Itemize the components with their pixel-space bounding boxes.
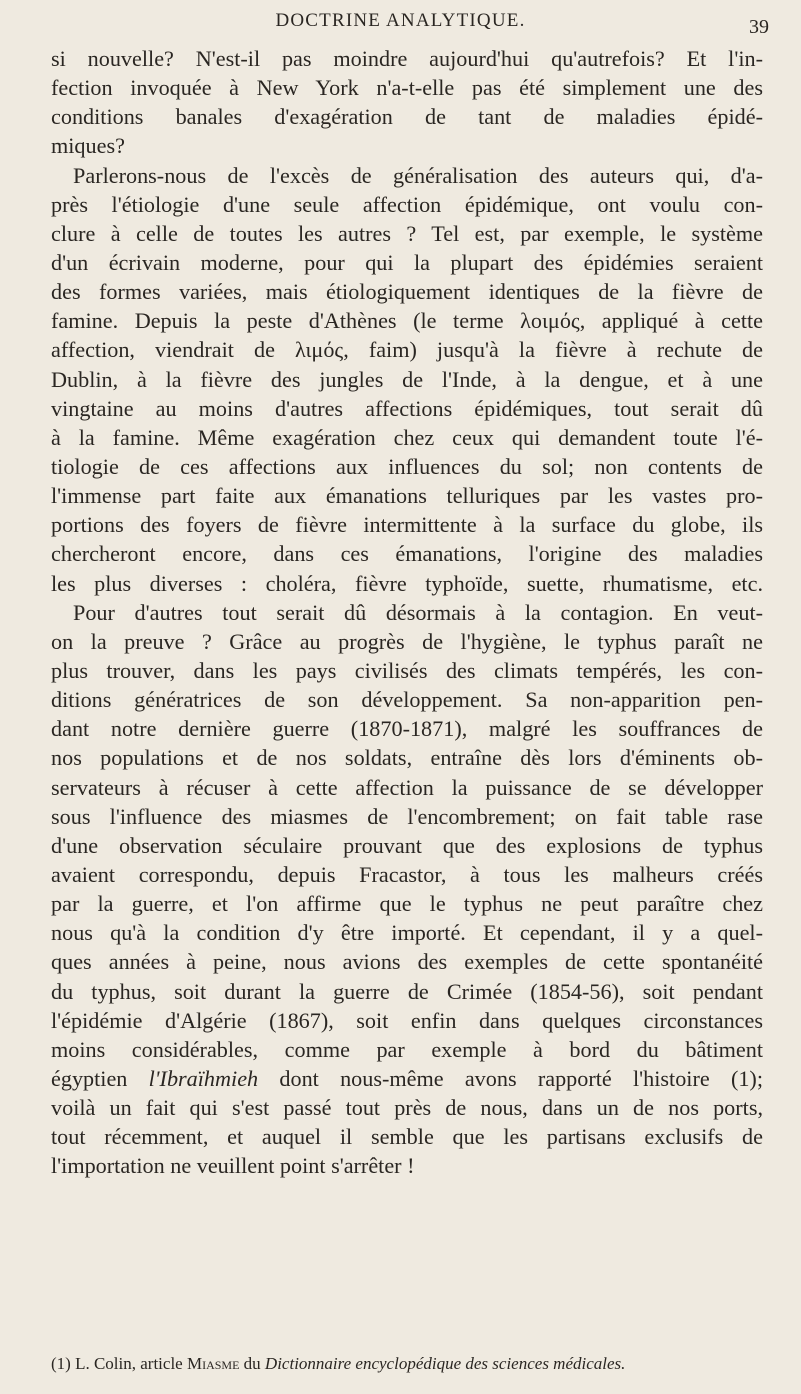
text-line: si nouvelle? N'est-il pas moindre aujourd'hui qu'autrefois? Et l'in- [51,46,763,71]
text-span: égyptien [51,1065,149,1091]
text-line: tout récemment, et auquel il semble que les partisans exclusifs de [51,1124,763,1150]
text-line: d'une observation séculaire prouvant que des explosions de typhus [51,832,763,858]
text-line: sous l'influence des miasmes de l'encombrement; on fait table rase [51,803,763,829]
text-line: l'épidémie d'Algérie (1867), soit enfin dans quelques circonstances [51,1007,763,1033]
text-line: par la guerre, et l'on affirme que le typhus ne peut paraître chez [51,891,763,917]
text-line: nous qu'à la condition d'y être importé. Et cependant, il y a quel- [51,920,763,946]
text-line: Pour d'autres tout serait dû désormais à la contagion. En veut- [73,599,763,625]
text-line: tiologie de ces affections aux influences du sol; non contents de [51,453,763,479]
text-line: clure à celle de toutes les autres ? Tel est, par exemple, le système [51,220,763,246]
footnote [51,1354,763,1374]
running-title: DOCTRINE ANALYTIQUE. [275,10,526,31]
ship-name: l'Ibraïhmieh [148,1065,259,1091]
text-line: Dublin, à la fièvre des jungles de l'Inde, à la dengue, et à une [51,366,763,392]
text-line: à la famine. Même exagération chez ceux qui demandent toute l'é- [51,424,763,450]
text-line: les plus diverses : choléra, fièvre typhoïde, suette, rhumatisme, etc. [51,570,763,596]
text-line: près l'étiologie d'une seule affection épidémique, ont voulu con- [51,191,763,217]
footnote-source-title: Dictionnaire encyclopédique des sciences médicales. [264,1354,626,1373]
text-line: ditions génératrices de son développement. Sa non-apparition pen- [51,687,763,713]
footnote-article-name: Miasme [186,1354,240,1373]
text-line: on la preuve ? Grâce au progrès de l'hygiène, le typhus paraît ne [51,628,763,654]
footnote-text: du [239,1354,265,1373]
text-line: dant notre dernière guerre (1870-1871), malgré les souffrances de [51,716,763,742]
text-line: l'importation ne veuillent point s'arrêter ! [51,1153,415,1179]
text-line: vingtaine au moins d'autres affections épidémiques, tout serait dû [51,395,763,421]
text-line: chercheront encore, dans ces émanations, l'origine des maladies [51,541,763,567]
running-head [0,10,801,40]
text-line: nos populations et de nos soldats, entraîne dès lors d'éminents ob- [51,745,763,771]
text-line: moins considérables, comme par exemple à bord du bâtiment [51,1036,763,1062]
text-line: plus trouver, dans les pays civilisés des climats tempérés, les con- [51,657,763,683]
text-line: du typhus, soit durant la guerre de Crimée (1854-56), soit pendant [51,978,763,1004]
text-line: conditions banales d'exagération de tant de maladies épidé- [51,104,763,130]
text-line-with-ship-name [51,1064,763,1093]
text-line: avaient correspondu, depuis Fracastor, à tous les malheurs créés [51,861,763,887]
text-line: l'immense part faite aux émanations telluriques par les vastes pro- [51,483,763,509]
text-span: dont nous-même avons rapporté l'histoire (1); [258,1065,763,1091]
text-line: fection invoquée à New York n'a-t-elle pas été simplement une des [51,75,763,101]
text-line: famine. Depuis la peste d'Athènes (le terme λοιμός, appliqué à cette [51,308,763,334]
text-line: servateurs à récuser à cette affection la puissance de se développer [51,774,763,800]
text-line: des formes variées, mais étiologiquement identiques de la fièvre de [51,279,763,305]
text-line: miques? [51,133,125,159]
text-line: affection, viendrait de λιμός, faim) jusqu'à la fièvre à rechute de [51,337,763,363]
text-line: portions des foyers de fièvre intermittente à la surface du globe, ils [51,512,763,538]
text-line: voilà un fait qui s'est passé tout près de nous, dans un de nos ports, [51,1095,763,1121]
footnote-marker: (1) L. Colin, article [51,1354,187,1373]
text-line: d'un écrivain moderne, pour qui la plupart des épidémies seraient [51,249,763,275]
text-line: Parlerons-nous de l'excès de généralisation des auteurs qui, d'a- [73,162,763,188]
text-line: ques années à peine, nous avions des exemples de cette spontanéité [51,949,763,975]
body-text [51,44,763,1180]
page-number: 39 [749,16,769,38]
